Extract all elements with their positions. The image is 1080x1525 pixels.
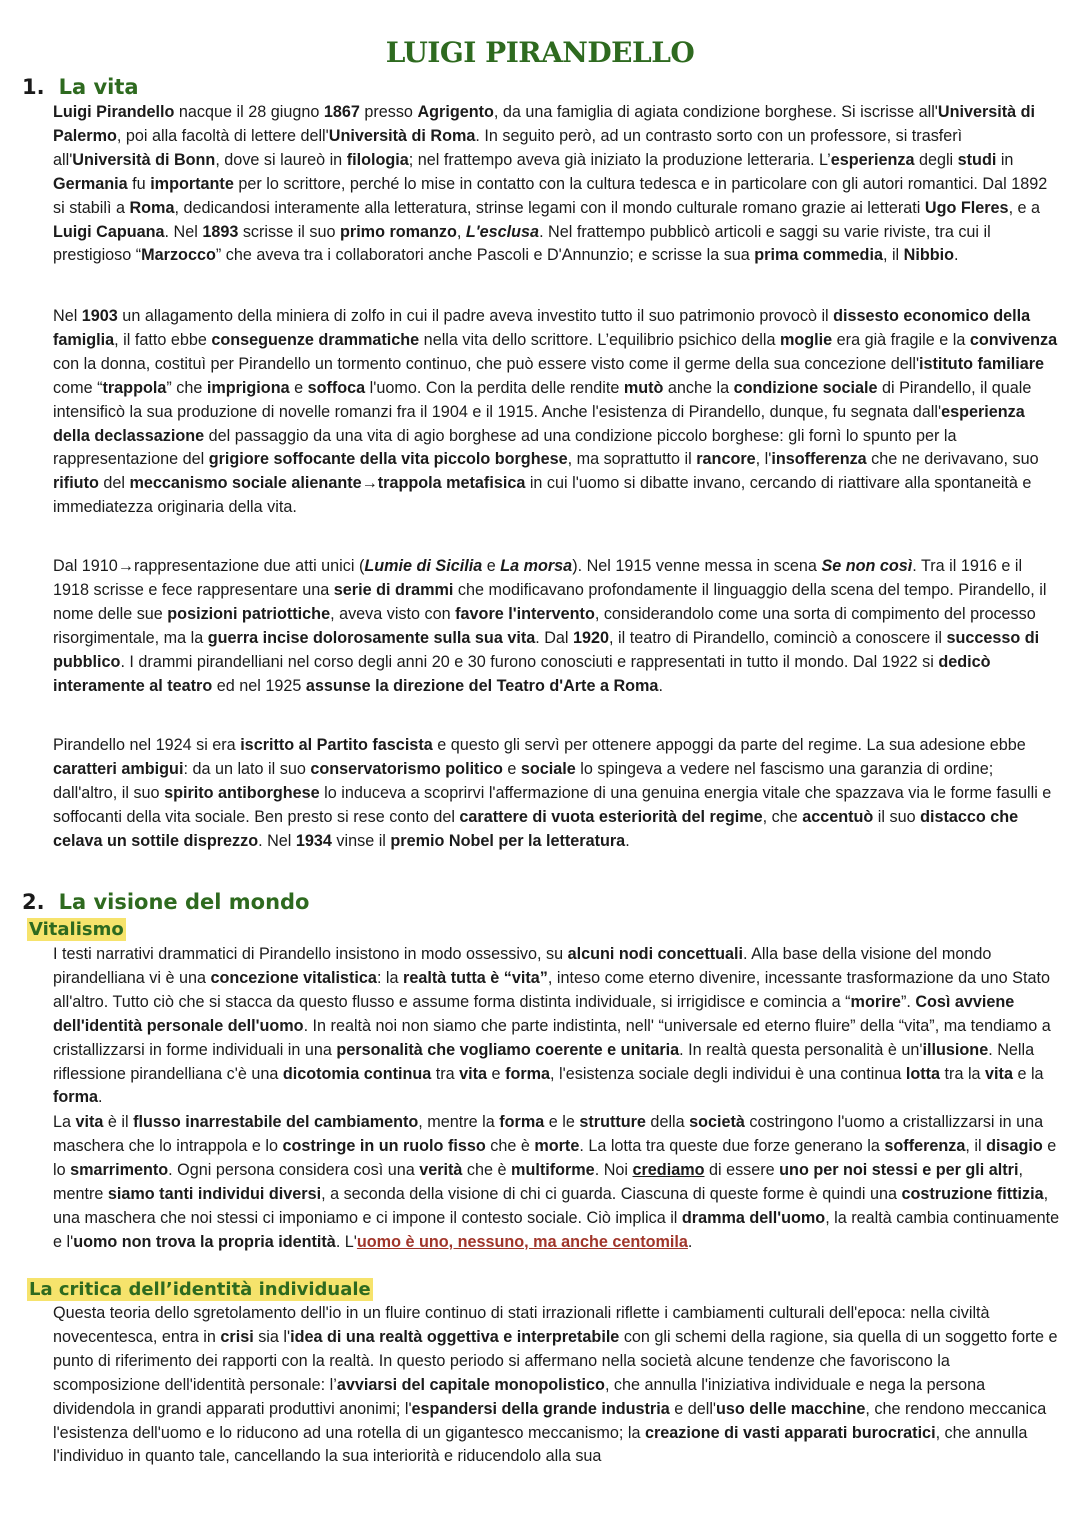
- paragraph-3: Dal 1910→rappresentazione due atti unici (Lumie di Sicilia e La morsa). Nel 1915 venne messa in scena Se non così. Tra il 1916 e il 1918 scrisse e fece rappresentare una serie di drammi che modificavano profondamente il linguaggio della scena del tempo. Pirandello, il nome delle sue posizioni patriottiche, aveva visto con favore l'intervento, considerandolo come una sorta di compimento del processo risorgimentale, ma la guerra incise dolorosamente sulla sua vita. Dal 1920, il teatro di Pirandello, cominciò a conoscere il successo di pubblico. I drammi pirandelliani nel corso degli anni 20 e 30 furono conosciuti e rappresentati in tutto il mondo. Dal 1922 si dedicò interamente al teatro ed nel 1925 assunse la direzione del Teatro d'Arte a Roma.: [53, 557, 1047, 695]
- page-title: LUIGI PIRANDELLO: [385, 36, 695, 69]
- highlight-phrase: uomo è uno, nessuno, ma anche centomila: [356, 1232, 688, 1251]
- paragraph-4: Pirandello nel 1924 si era iscritto al Partito fascista e questo gli servì per ottenere appoggi da parte del regime. La sua adesione ebbe caratteri ambigui: da un lato il suo conservatorismo politico e sociale lo spingeva a vedere nel fascismo una garanzia di ordine; dall'altro, il suo spirito antiborghese lo induceva a scoprirvi l'affermazione di una genuina energia vitale che spazzava via le forme fasulli e soffocanti della vita sociale. Ben presto si rese conto del carattere di vuota esteriorità del regime, che accentuò il suo distacco che celava un sottile disprezzo. Nel 1934 vinse il premio Nobel per la letteratura.: [53, 736, 1052, 850]
- paragraph-7: Questa teoria dello sgretolamento dell'io in un fluire continuo di stati irrazionali riflette i cambiamenti culturali dell'epoca: nella civiltà novecentesca, entra in crisi sia l'idea di una realtà oggettiva e interpretabile con gli schemi della ragione, sia quella di un soggetto forte e punto di riferimento dei rapporti con la realtà. In questo periodo si affermano nella società alcune tendenze che favoriscono la scomposizione dell'identità personale: l’avviarsi del capitale monopolistico, che annulla l'iniziativa individuale e nega la persona dividendola in grandi apparati produttivi anonimi; l'espandersi della grande industria e dell'uso delle macchine, che rendono meccanica l'esistenza dell'uomo e lo riducono ad una rotella di un gigantesco meccanismo; la creazione di vasti apparati burocratici, che annulla l'individuo in quanto tale, cancellando la sua interiorità e riducendolo alla sua: [53, 1304, 1058, 1466]
- paragraph-6: La vita è il flusso inarrestabile del cambiamento, mentre la forma e le strutture della società costringono l'uomo a cristallizzarsi in una maschera che lo intrappola e lo costringe in un ruolo fisso che è morte. La lotta tra queste due forze generano la sofferenza, il disagio e lo smarrimento. Ogni persona considera così una verità che è multiforme. Noi crediamo di essere uno per noi stessi e per gli altri, mentre siamo tanti individui diversi, a seconda della visione di chi ci guarda. Ciascuna di queste forme è quindi una costruzione fittizia, una maschera che noi stessi ci imponiamo e ci impone il contesto sociale. Ciò implica il dramma dell'uomo, la realtà cambia continuamente e l'uomo non trova la propria identità. L'uomo è uno, nessuno, ma anche centomila.: [53, 1113, 1060, 1251]
- paragraph-1: Luigi Pirandello nacque il 28 giugno 1867 presso Agrigento, da una famiglia di agiata condizione borghese. Si iscrisse all'Università di Palermo, poi alla facoltà di lettere dell'Università di Roma. In seguito però, ad un contrasto sorto con un professore, si trasferì all'Università di Bonn, dove si laureò in filologia; nel frattempo aveva già iniziato la produzione letteraria. L’esperienza degli studi in Germania fu importante per lo scrittore, perché lo mise in contatto con la cultura tedesca e in particolare con gli autori romantici. Dal 1892 si stabilì a Roma, dedicandosi interamente alla letteratura, strinse legami con il mondo culturale romano grazie ai letterati Ugo Fleres, e a Luigi Capuana. Nel 1893 scrisse il suo primo romanzo, L'esclusa. Nel frattempo pubblicò articoli e saggi su varie riviste, tra cui il prestigioso “Marzocco” che aveva tra i collaboratori anche Pascoli e D'Annunzio; e scrisse la sua prima commedia, il Nibbio.: [53, 103, 1048, 265]
- section-title: La visione del mondo: [58, 890, 310, 914]
- section-number: 2.: [22, 890, 45, 914]
- paragraph-5: I testi narrativi drammatici di Pirandello insistono in modo ossessivo, su alcuni nodi concettuali. Alla base della visione del mondo pirandelliana vi è una concezione vitalistica: la realtà tutta è “vita”, inteso come eterno divenire, incessante trasformazione da uno Stato all'altro. Tutto ciò che si stacca da questo flusso e assume forma distinta individuale, si irrigidisce e comincia a “morire”. Così avviene dell'identità personale dell'uomo. In realtà noi non siamo che parte indistinta, nell' “universale ed eterno fluire” della “vita”, ma tendiamo a cristallizzarsi in forme individuali in una personalità che vogliamo coerente e unitaria. In realtà questa personalità è un'illusione. Nella riflessione pirandelliana c'è una dicotomia continua tra vita e forma, l'esistenza sociale degli individui è una continua lotta tra la vita e la forma.: [53, 945, 1051, 1107]
- section-heading-la-vita: [22, 75, 139, 99]
- section-heading-visione-del-mondo: [22, 890, 309, 914]
- section-title: La vita: [58, 75, 139, 99]
- subheading-vitalismo: Vitalismo: [29, 919, 124, 940]
- section-number: 1.: [22, 75, 45, 99]
- subheading-critica-identita: La critica dell’identità individuale: [29, 1279, 371, 1300]
- paragraph-2: Nel 1903 un allagamento della miniera di zolfo in cui il padre aveva investito tutto il suo patrimonio provocò il dissesto economico della famiglia, il fatto ebbe conseguenze drammatiche nella vita dello scrittore. L’equilibrio psichico della moglie era già fragile e la convivenza con la donna, costituì per Pirandello un tormento continuo, che può essere visto come il germe della sua concezione dell'istituto familiare come “trappola” che imprigiona e soffoca l'uomo. Con la perdita delle rendite mutò anche la condizione sociale di Pirandello, il quale intensificò la sua produzione di novelle romanzi fra il 1904 e il 1915. Anche l'esistenza di Pirandello, dunque, fu segnata dall'esperienza della declassazione del passaggio da una vita di agio borghese ad una condizione piccolo borghese: gli fornì lo spunto per la rappresentazione del grigiore soffocante della vita piccolo borghese, ma soprattutto il rancore, l'insofferenza che ne derivavano, suo rifiuto del meccanismo sociale alienante→trappola metafisica in cui l'uomo si dibatte invano, cercando di riattivare alla spontaneità e immediatezza originaria della vita.: [53, 307, 1058, 517]
